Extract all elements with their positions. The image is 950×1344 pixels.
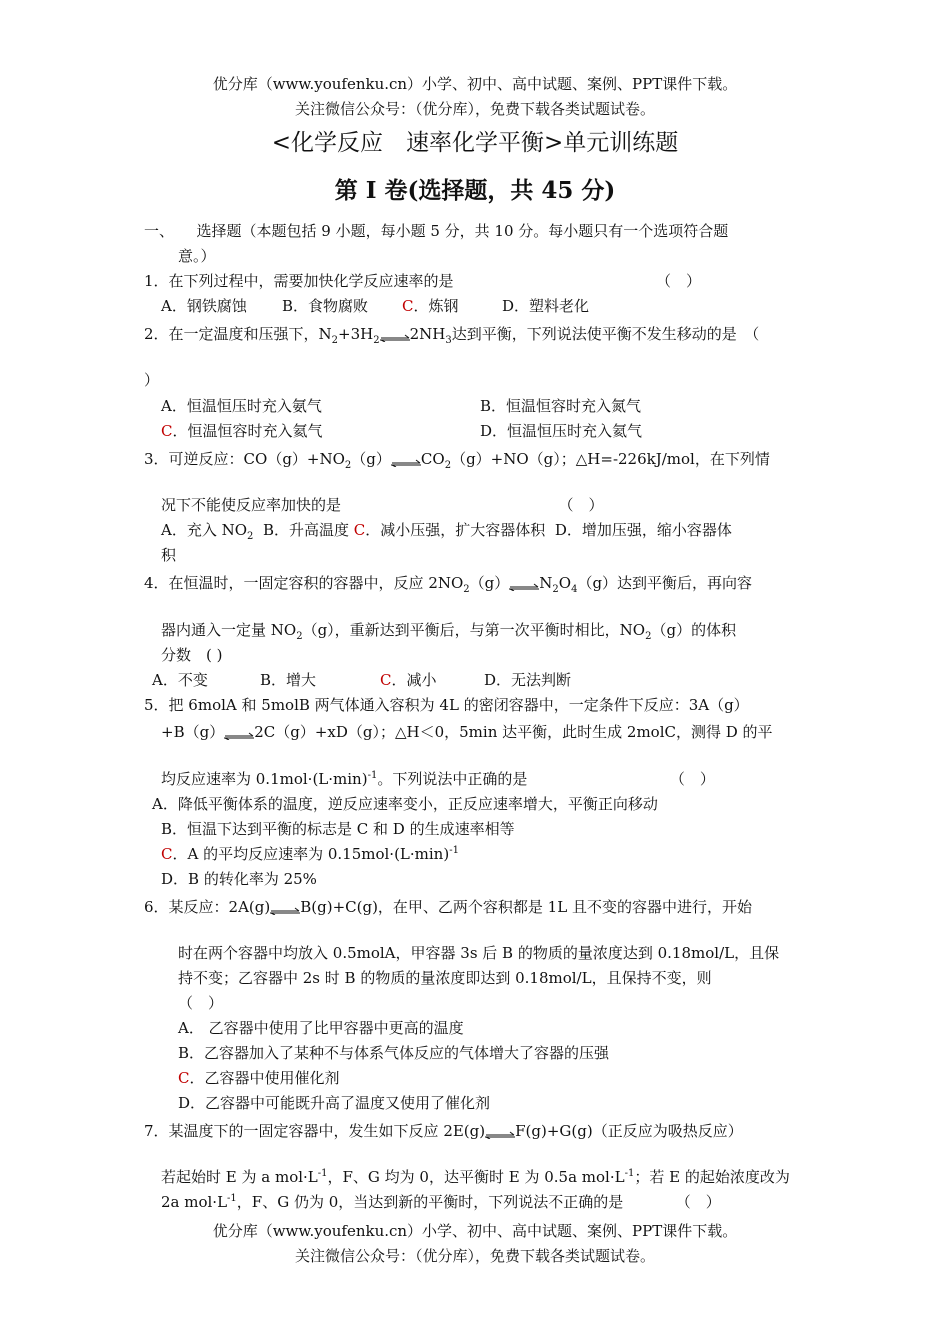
equilibrium-arrow-icon — [509, 577, 539, 591]
question-2-option-d: D．恒温恒压时充入氦气 — [480, 422, 643, 440]
question-3-option-b: B．升高温度 — [262, 521, 349, 539]
question-2-option-c: C．恒温恒容时充入氦气 — [161, 422, 323, 440]
question-4-option-b: B．增大 — [260, 671, 317, 689]
question-3-option-d-cont: 积 — [161, 546, 177, 564]
answer-mark: C — [402, 297, 414, 315]
question-5-option-d: D．B 的转化率为 25% — [161, 870, 317, 888]
question-4-stem-cont: 器内通入一定量 $NO_2(g)$，重新达到平衡后，与第一次平衡时相比，$NO_2(g)$的体积 — [161, 621, 737, 642]
answer-mark: C — [353, 521, 366, 539]
question-5-option-c: C．A 的平均反应速率为 $0.15mol\cdot(L\cdot\min)^{-1}$ — [161, 845, 459, 863]
header-line-1: 优分库（www.youfenku.cn）小学、初中、高中试题、案例、PPT课件下载。 — [212, 75, 738, 93]
question-6-option-c: C．乙容器中使用催化剂 — [178, 1069, 340, 1087]
question-1-option-b: B．食物腐败 — [282, 297, 369, 315]
question-1-option-d: D．塑料老化 — [502, 297, 590, 315]
question-6-stem-cont: 时在两个容器中均放入 0.5molA，甲容器 3s 后 B 的物质的量浓度达到 0.18mol/L，且保 — [178, 944, 780, 962]
question-3-stem: 3．可逆反应：$CO(g)+NO_2(g)$ $CO_2(g)+NO(g)$；△H=-226kJ/mol，在下列情 — [144, 450, 770, 471]
volume-heading: 第 I 卷(选择题，共 45 分) — [334, 177, 616, 204]
equilibrium-arrow-icon — [380, 328, 410, 342]
section-heading: 一、 选择题（本题包括 9 小题，每小题 5 分，共 10 分。每小题只有一个选项符合题 — [144, 222, 729, 240]
question-3-options: A．充入 $NO_2$ B．升高温度 C．减小压强，扩大容器体积 D．增加压强，缩小容器体 — [161, 521, 732, 542]
equilibrium-arrow-icon — [270, 901, 300, 915]
equilibrium-arrow-icon — [485, 1125, 515, 1139]
question-3-stem-cont: 况下不能使反应率加快的是 （ ） — [161, 496, 604, 514]
question-7-stem-cont: 若起始时 E 为 a $mol\cdot L^{-1}$，F、G 均为 0，达平衡时 E 为 0.5a $mol\cdot L^{-1}$；若 E 的起始浓度改为 — [161, 1168, 790, 1186]
question-7-stem-end: 2a $mol\cdot L^{-1}$，F、G 仍为 0，当达到新的平衡时，下列说法不正确的是 （ ） — [161, 1193, 721, 1211]
footer-line-2: 关注微信公众号：（优分库），免费下载各类试题试卷。 — [294, 1247, 655, 1265]
question-1-stem: 1．在下列过程中，需要加快化学反应速率的是 （ ） — [144, 272, 702, 290]
question-3-option-d: D．增加压强，缩小容器体 — [554, 521, 732, 539]
question-4-stem-end: 分数 ( ) — [161, 646, 223, 664]
page-title: <化学反应 速率化学平衡>单元训练题 — [271, 130, 679, 156]
answer-mark: C — [161, 845, 173, 863]
question-7-stem: 7．某温度下的一固定容器中，发生如下反应 2E(g) F(g)+G(g)（正反应为吸热反应） — [144, 1122, 743, 1140]
section-heading-cont: 意。） — [178, 247, 216, 265]
question-1-option-a: A．钢铁腐蚀 — [161, 297, 247, 315]
question-4-stem: 4．在恒温时，一固定容积的容器中，反应 $2NO_2(g)$ $N_2O_4(g)$达到平衡后，再向容 — [144, 574, 753, 595]
question-3-option-a: A．充入 NO — [161, 521, 248, 539]
question-5-stem-end: 均反应速率为 $0.1mol\cdot(L\cdot\min)^{-1}$。下列说法中正确的是 （ ） — [161, 770, 715, 788]
question-6-stem-cont-2: 持不变；乙容器中 2s 时 B 的物质的量浓度即达到 0.18mol/L，且保持不变，则 — [178, 969, 712, 987]
question-1-option-c: C．炼钢 — [402, 297, 459, 315]
header-line-2: 关注微信公众号：（优分库），免费下载各类试题试卷。 — [294, 100, 655, 118]
question-6-stem-end: （ ） — [178, 994, 224, 1012]
question-4-option-d: D．无法判断 — [484, 671, 572, 689]
question-2-option-b: B．恒温恒容时充入氮气 — [480, 397, 642, 415]
question-2-option-a: A．恒温恒压时充入氨气 — [161, 397, 322, 415]
question-6-stem: 6．某反应：2A(g) B(g)+C(g)，在甲、乙两个容积都是 1L 且不变的容器中进行，开始 — [144, 898, 752, 916]
question-6-option-a: A． 乙容器中使用了比甲容器中更高的温度 — [178, 1019, 464, 1037]
question-4-option-c: C．减小 — [380, 671, 437, 689]
equilibrium-arrow-icon — [224, 726, 254, 740]
question-5-stem-cont: +B（g） 2C（g）+xD（g）；△H＜0，5min 达平衡，此时生成 2molC，测得 D 的平 — [161, 723, 773, 741]
equilibrium-arrow-icon — [391, 453, 421, 467]
question-5-stem: 5．把 6molA 和 5molB 两气体通入容积为 4L 的密闭容器中，一定条件下反应：3A（g） — [144, 696, 749, 714]
question-6-option-b: B．乙容器加入了某种不与体系气体反应的气体增大了容器的压强 — [178, 1044, 610, 1062]
question-5-option-b: B．恒温下达到平衡的标志是 C 和 D 的生成速率相等 — [161, 820, 515, 838]
question-4-option-a: A．不变 — [152, 671, 208, 689]
answer-mark: C — [380, 671, 392, 689]
question-2-stem-end: ） — [144, 371, 160, 389]
question-6-option-d: D．乙容器中可能既升高了温度又使用了催化剂 — [178, 1094, 491, 1112]
answer-mark: C — [161, 422, 173, 440]
footer-line-1: 优分库（www.youfenku.cn）小学、初中、高中试题、案例、PPT课件下载。 — [212, 1222, 738, 1240]
question-3-option-c: ．减小压强，扩大容器体积 — [365, 521, 546, 539]
answer-mark: C — [178, 1069, 190, 1087]
question-5-option-a: A．降低平衡体系的温度，逆反应速率变小，正反应速率增大，平衡正向移动 — [152, 795, 658, 813]
question-2-stem: 2．在一定温度和压强下，$N_2+3H_2$ $2NH_3$达到平衡，下列说法使平衡不发生移动的是 （ — [144, 325, 760, 346]
